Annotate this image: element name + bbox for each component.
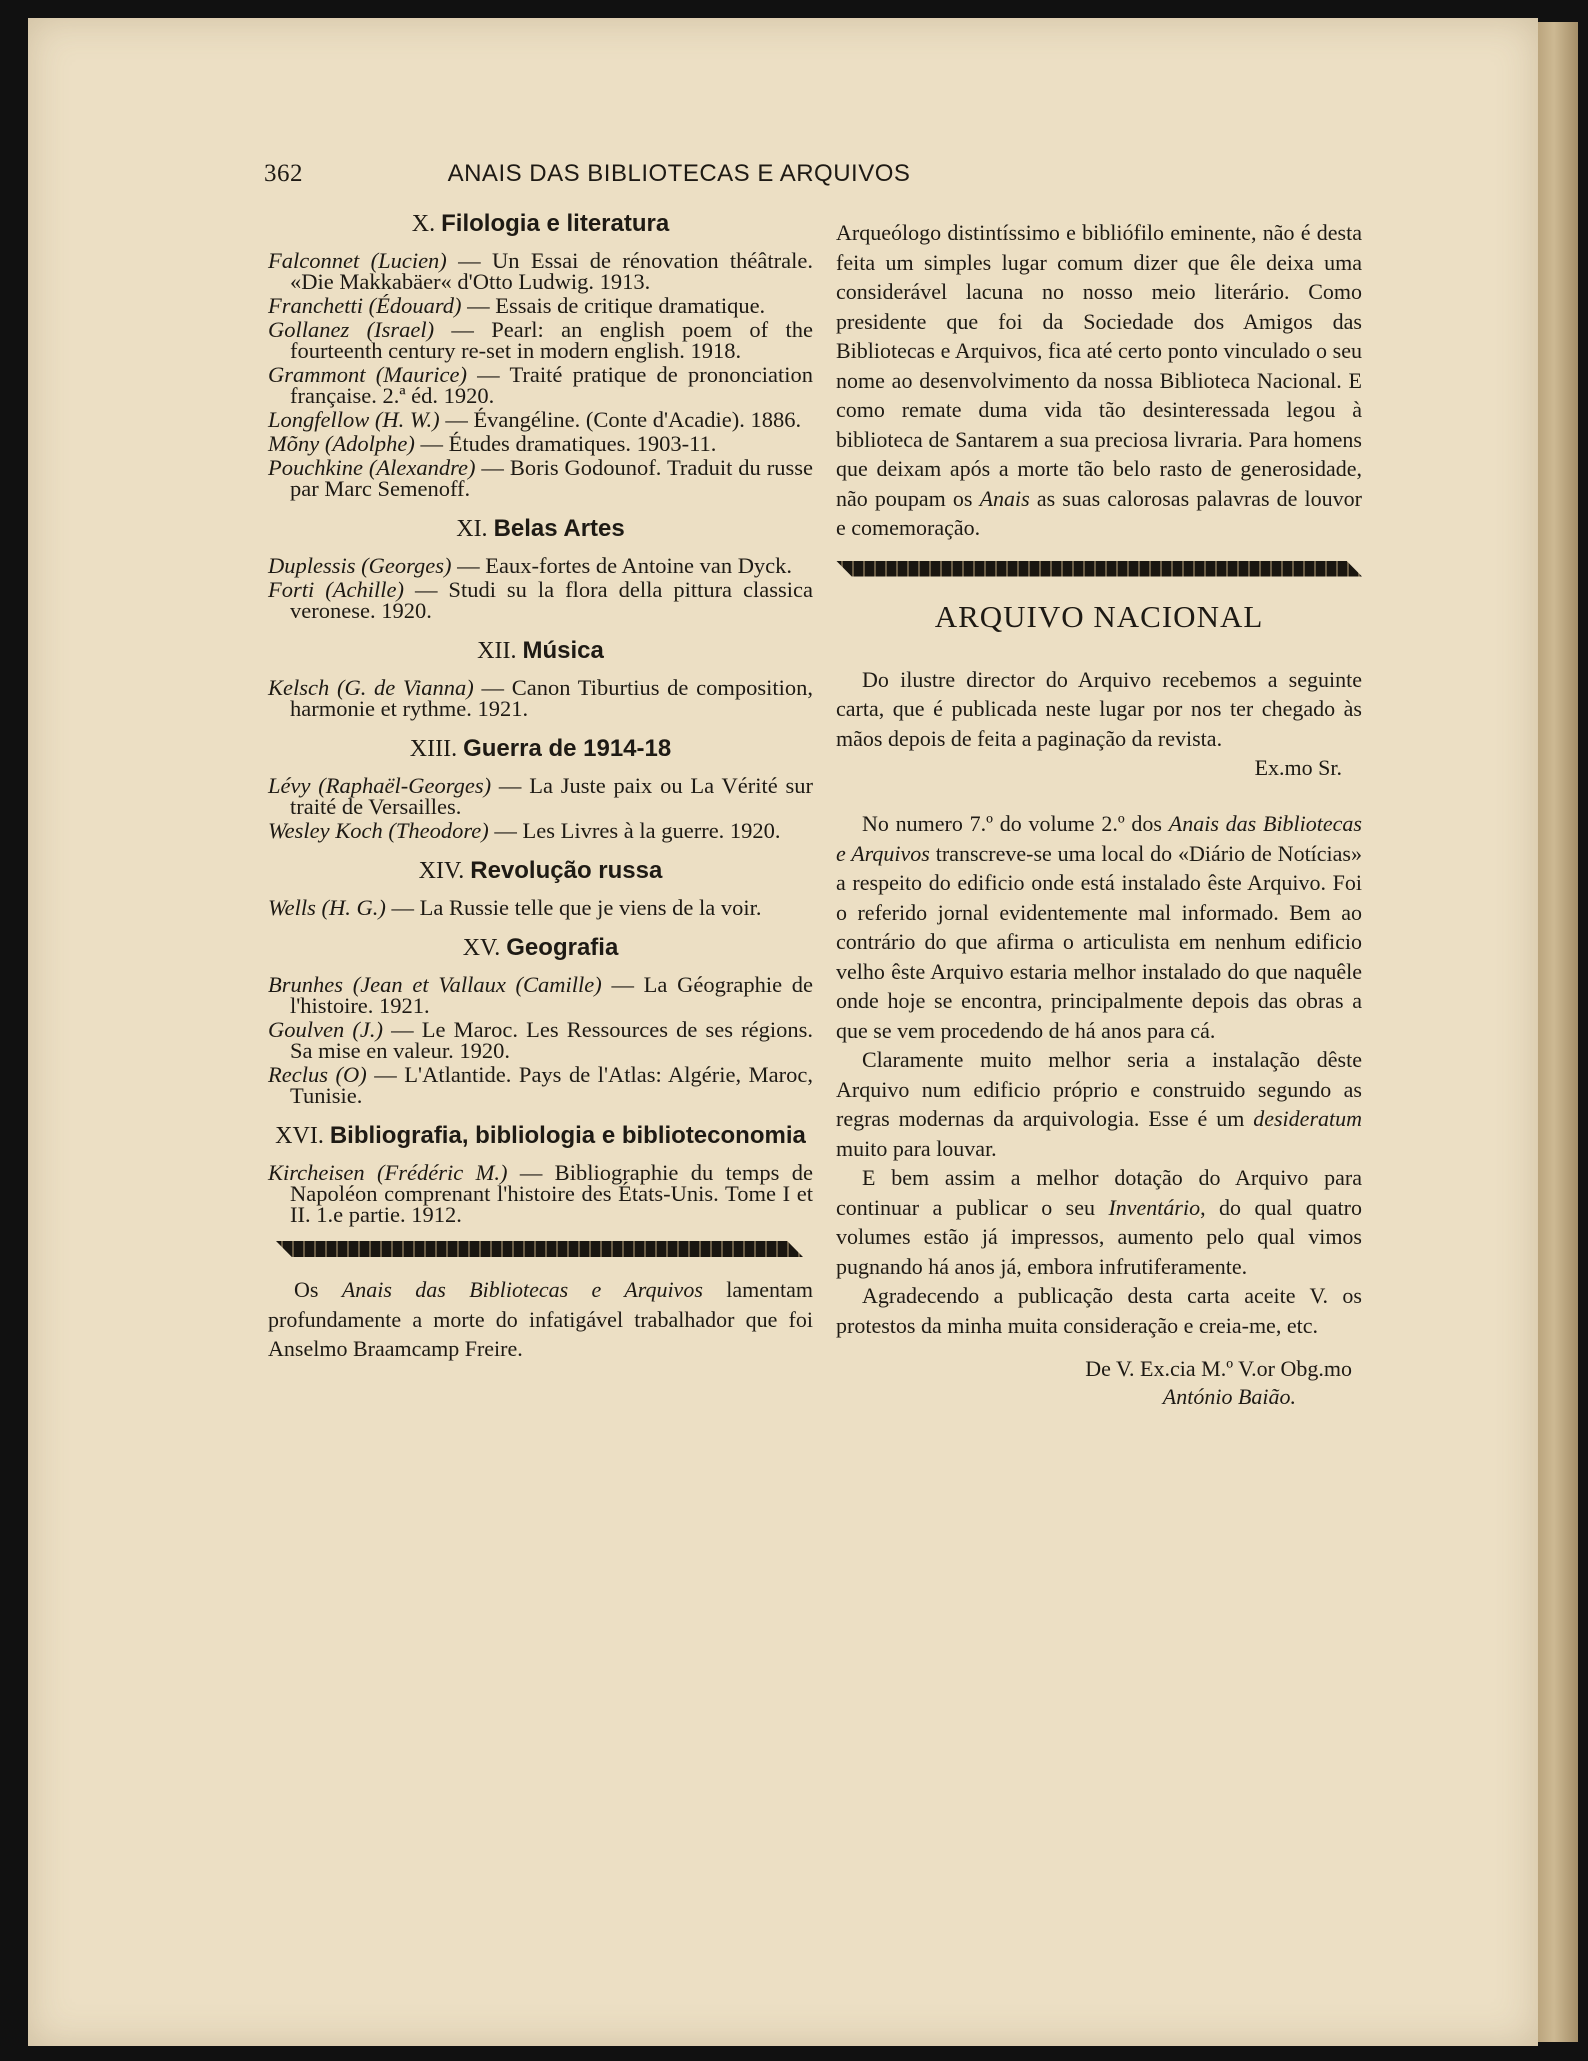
page-number: 362 — [264, 160, 303, 187]
entry-author: Gollanez (Israel) — [268, 317, 435, 342]
letter-paragraph-4: Agradecendo a publicação desta carta aceite V. os protestos da minha muita consideração e creia-me, etc. — [836, 1283, 1362, 1338]
bibliography-entry — [268, 677, 813, 719]
entry-author: Duplessis (Georges) — [268, 553, 452, 578]
entry-text: — Traité pratique de prononciation française. 2.ª éd. 1920. — [290, 362, 813, 408]
entry-text: — La Juste paix ou La Vérité sur traité de Versailles. — [290, 773, 813, 819]
section-title: ARQUIVO NACIONAL — [934, 598, 1264, 634]
letter-intro: Do ilustre director do Arquivo recebemos a seguinte carta, que é publicada neste lugar por nos ter chegado às mãos depois de feita a paginação da revista. — [836, 666, 1362, 751]
bibliography-entry — [268, 457, 813, 499]
entry-text: — Canon Tiburtius de composition, harmonie et rythme. 1921. — [290, 675, 813, 721]
bibliography-entry — [268, 775, 813, 817]
section-heading — [268, 735, 813, 763]
p3-end: , do qual quatro volumes estão já impressos, aumento pelo qual vimos pugnando há anos já, embora infrutiferamente. — [836, 1194, 1362, 1279]
entry-author: Forti (Achille) — [268, 577, 404, 602]
bibliography-entry — [268, 319, 813, 361]
section-title: Filologia e literatura — [441, 210, 670, 237]
section-title: Geografia — [506, 934, 619, 961]
entry-author: Wesley Koch (Theodore) — [268, 818, 489, 843]
section-number: XVI. — [275, 1123, 324, 1149]
entry-text: — La Russie telle que je viens de la voir. — [385, 895, 762, 920]
section-heading — [268, 1122, 813, 1150]
entry-author: Kircheisen (Frédéric M.) — [268, 1160, 508, 1185]
bibliography-entry — [268, 897, 813, 918]
section-number: X. — [411, 211, 436, 237]
bibliography-entry — [268, 1064, 813, 1106]
entry-text: — Études dramatiques. 1903-11. — [414, 431, 717, 456]
entry-author: Falconnet (Lucien) — [268, 248, 447, 273]
section-title: Revolução russa — [470, 857, 663, 884]
entry-text: — Pearl: an english poem of the fourteenth century re-set in modern english. 1918. — [290, 317, 813, 363]
section-number: XI. — [456, 516, 488, 542]
obituary-pre: Os — [294, 1277, 342, 1302]
entry-text: — Les Livres à la guerre. 1920. — [488, 818, 781, 843]
entry-text: — Boris Godounof. Traduit du russe par Marc Semenoff. — [290, 455, 813, 501]
section-heading — [268, 857, 813, 885]
entry-text: — Un Essai de rénovation théâtrale. «Die Makkabäer« d'Otto Ludwig. 1913. — [290, 248, 813, 294]
continuation-end: as suas calorosas palavras de louvor e comemoração. — [836, 485, 1362, 540]
p3-text: E bem assim a melhor dotação do Arquivo para continuar a publicar o seu — [836, 1165, 1362, 1220]
p2-italic: desideratum — [1253, 1106, 1362, 1131]
bibliography-entry — [268, 1019, 813, 1061]
obituary-post: lamentam profundamente a morte do infatigável trabalhador que foi Anselmo Braamcamp Freire. — [268, 1277, 813, 1361]
entry-text: — Bibliographie du temps de Napoléon comprenant l'histoire des États-Unis. Tome I et II. 1.e partie. 1912. — [290, 1160, 813, 1227]
continuation-text: Arqueólogo distintíssimo e bibliófilo eminente, não é desta feita um simples lugar comum dizer que êle deixa uma considerável lacuna no nosso meio literário. Como presidente que foi da Sociedade dos Amigos das Bibliotecas e Arquivos, fica até certo ponto vinculado o seu nome ao desenvolvimento da nossa Biblioteca Nacional. E como remate duma vida tão desinteressada legou à biblioteca de Santarem a sua preciosa livraria. Para homens que deixam após a morte tão belo rasto de generosidade, não poupam os — [836, 220, 1362, 511]
entry-author: Kelsch (G. de Vianna) — [268, 675, 474, 700]
p3-italic: Inventário — [1108, 1194, 1201, 1220]
entry-author: Pouchkine (Alexandre) — [268, 455, 476, 480]
letter-paragraph-3 — [836, 1163, 1362, 1281]
obituary-continuation — [836, 218, 1362, 543]
page-header — [264, 160, 1094, 200]
section-title: Belas Artes — [493, 515, 625, 542]
obituary-journal: Anais das Bibliotecas e Arquivos — [341, 1277, 703, 1302]
entry-text: — Le Maroc. Les Ressources de ses régions. Sa mise en valeur. 1920. — [290, 1017, 813, 1063]
entry-text: — La Géographie de l'histoire. 1921. — [290, 972, 813, 1018]
entry-text: — Évangéline. (Conte d'Acadie). 1886. — [439, 407, 802, 432]
ornament-divider — [276, 1241, 803, 1257]
section-title: Guerra de 1914-18 — [463, 735, 672, 762]
page-edge — [1538, 22, 1578, 2042]
entry-text: — Essais de critique dramatique. — [461, 293, 766, 318]
entry-author: Franchetti (Édouard) — [268, 293, 462, 318]
left-column — [268, 210, 813, 1364]
bibliography-sections — [268, 210, 813, 1225]
entry-author: Mõny (Adolphe) — [268, 431, 415, 456]
ornament-divider — [836, 561, 1362, 577]
entry-author: Brunhes (Jean et Vallaux (Camille) — [268, 972, 602, 997]
bibliography-entry — [268, 579, 813, 621]
entry-text: — Studi su la flora della pittura classica veronese. 1920. — [290, 577, 813, 623]
section-number: XV. — [462, 935, 501, 961]
section-heading — [268, 210, 813, 238]
entry-author: Wells (H. G.) — [268, 895, 386, 920]
entry-author: Goulven (J.) — [268, 1017, 383, 1042]
entry-author: Longfellow (H. W.) — [268, 407, 440, 432]
p2-end: muito para louvar. — [836, 1135, 997, 1161]
continuation-italic: Anais — [979, 485, 1030, 511]
obituary-paragraph — [268, 1275, 813, 1364]
bibliography-entry — [268, 295, 813, 316]
section-title: Música — [522, 637, 604, 664]
entry-text: — L'Atlantide. Pays de l'Atlas: Algérie, Maroc, Tunisie. — [290, 1062, 813, 1108]
bibliography-entry — [268, 974, 813, 1016]
section-heading — [268, 515, 813, 543]
right-column — [836, 218, 1362, 1410]
p1-end: transcreve-se uma local do «Diário de Notícias» a respeito do edificio onde está instalado êste Arquivo. Foi o referido jornal evidentemente mal informado. Bem ao contrário do que afirma o articulista em nenhum edificio velho êste Arquivo estaria melhor instalado do que naquêle onde hoje se encontra, principalmente depois das obras a que se vem procedendo de há anos para cá. — [836, 840, 1362, 1043]
section-heading — [268, 934, 813, 962]
bibliography-entry — [268, 250, 813, 292]
p2-text: Claramente muito melhor seria a instalação dêste Arquivo num edificio próprio e construido segundo as regras modernas da arquivologia. Esse é um — [836, 1047, 1362, 1131]
bibliography-entry — [268, 555, 813, 576]
bibliography-entry — [268, 1162, 813, 1225]
entry-author: Lévy (Raphaël-Georges) — [268, 773, 492, 798]
running-title: ANAIS DAS BIBLIOTECAS E ARQUIVOS — [447, 160, 911, 187]
section-heading — [268, 637, 813, 665]
bibliography-entry — [268, 409, 813, 430]
letter-paragraph-2 — [836, 1045, 1362, 1163]
p1-italic: Anais das Bibliotecas e Arquivos — [836, 811, 1362, 866]
bibliography-entry — [268, 820, 813, 841]
letter-signer: António Baião. — [1162, 1384, 1296, 1409]
bibliography-entry — [268, 433, 813, 454]
entry-text: — Eaux-fortes de Antoine van Dyck. — [451, 553, 793, 578]
letter-paragraph-1 — [836, 809, 1362, 1045]
entry-author: Reclus (O) — [268, 1062, 367, 1087]
section-number: XIV. — [418, 858, 465, 884]
p1-text: No numero 7.º do volume 2.º dos — [862, 811, 1169, 836]
letter-salutation: Ex.mo Sr. — [1254, 755, 1342, 780]
letter-closing: De V. Ex.cia M.º V.or Obg.mo — [1085, 1356, 1352, 1381]
section-number: XIII. — [409, 736, 458, 762]
section-number: XII. — [477, 638, 517, 664]
bibliography-entry — [268, 364, 813, 406]
entry-author: Grammont (Maurice) — [268, 362, 467, 387]
section-title: Bibliografia, bibliologia e biblioteconomia — [329, 1122, 806, 1149]
